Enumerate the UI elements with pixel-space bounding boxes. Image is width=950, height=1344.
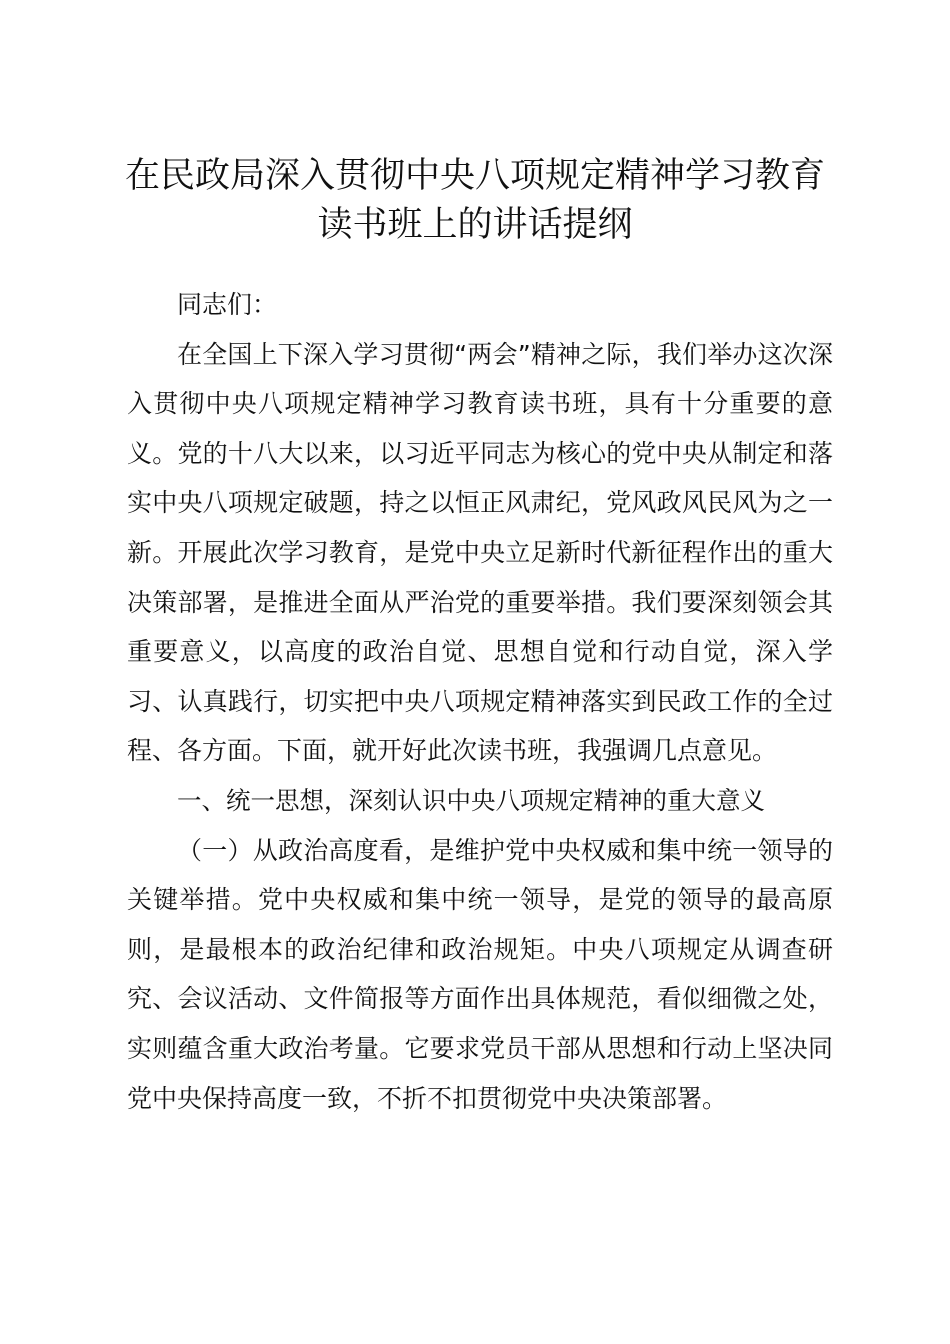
intro-paragraph: 在全国上下深入学习贯彻“两会”精神之际，我们举办这次深入贯彻中央八项规定精神学习教育读书班，具有十分重要的意义。党的十八大以来，以习近平同志为核心的党中央从制定和落实中央八项规定破题，持之以恒正风肃纪，党风政风民风为之一新。开展此次学习教育，是党中央立足新时代新征程作出的重大决策部署，是推进全面从严治党的重要举措。我们要深刻领会其重要意义，以高度的政治自觉、思想自觉和行动自觉，深入学习、认真践行，切实把中央八项规定精神落实到民政工作的全过程、各方面。下面，就开好此次读书班，我强调几点意见。 — [127, 339, 833, 766]
title-line-1: 在民政局深入贯彻中央八项规定精神学习教育 — [124, 156, 825, 196]
document-title — [110, 152, 840, 250]
subsection-paragraph: （一）从政治高度看，是维护党中央权威和集中统一领导的关键举措。党中央权威和集中统一领导，是党的领导的最高原则，是最根本的政治纪律和政治规矩。中央八项规定从调查研究、会议活动、文件简报等方面作出具体规范，看似细微之处，实则蕴含重大政治考量。它要求党员干部从思想和行动上坚决同党中央保持高度一致，不折不扣贯彻党中央决策部署。 — [127, 835, 833, 1113]
title-line-2: 读书班上的讲话提纲 — [317, 205, 633, 245]
document-body — [127, 280, 833, 1123]
salutation: 同志们： — [177, 290, 278, 319]
section-heading: 一、统一思想，深刻认识中央八项规定精神的重大意义 — [177, 785, 765, 815]
